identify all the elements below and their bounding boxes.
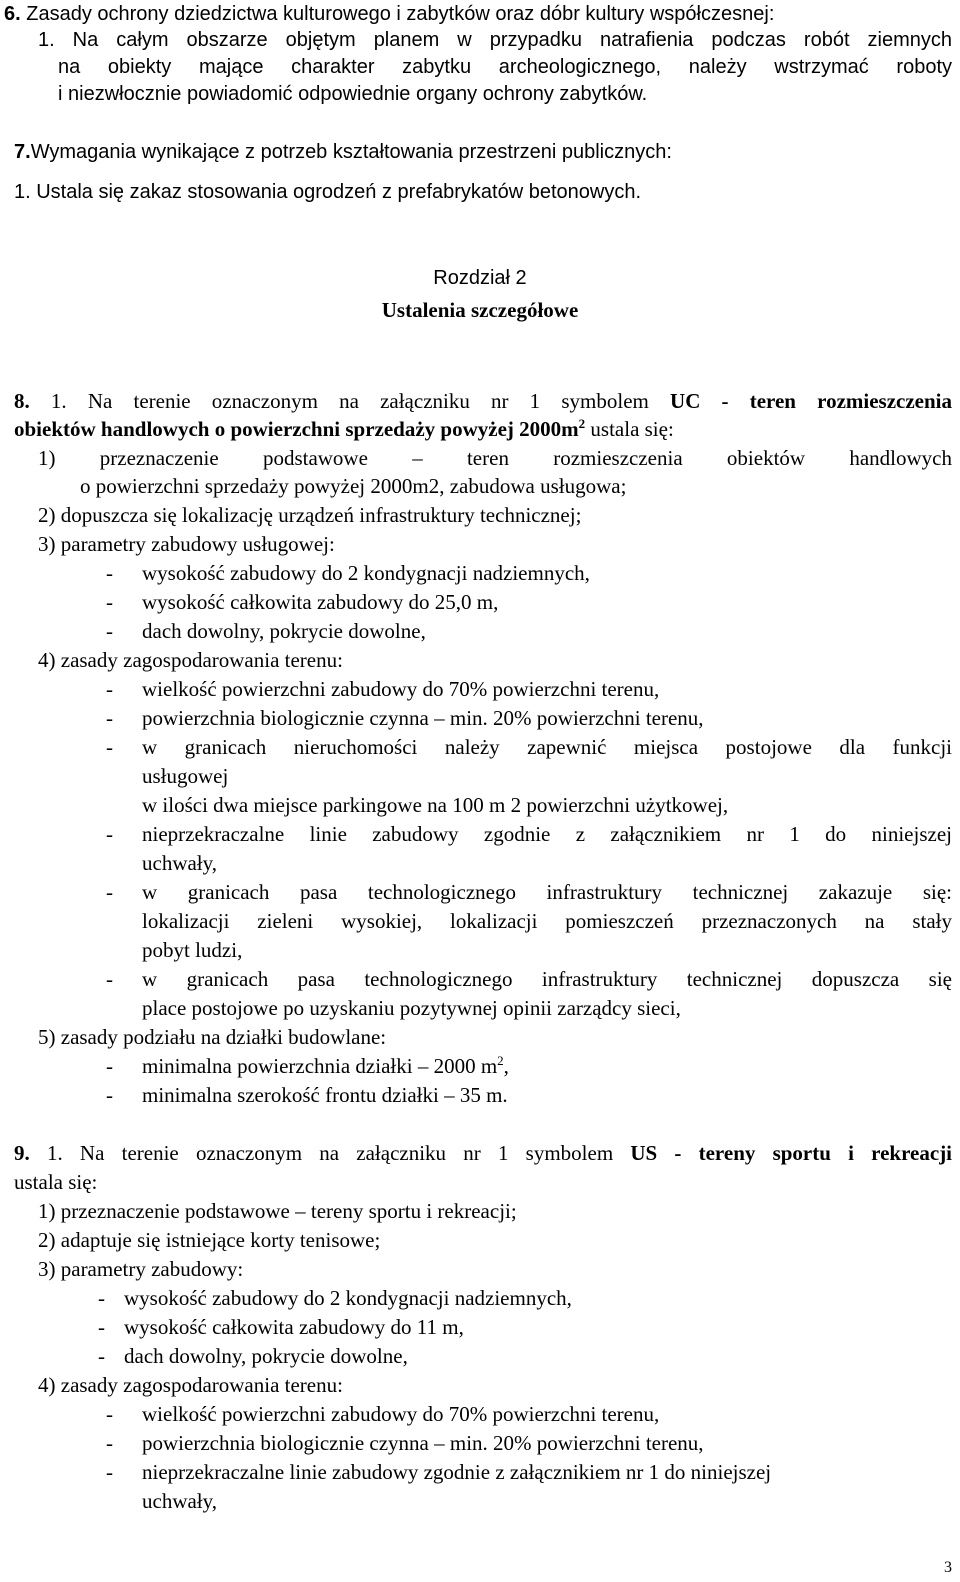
text-span: 1. Na terenie oznaczonym na załączniku nr 1 symbolem — [46, 1141, 631, 1165]
section-6-heading — [4, 4, 774, 24]
dash-item: nieprzekraczalne linie zabudowy zgodnie z załącznikiem nr 1 do niniejszej — [142, 822, 952, 846]
dash-bullet: - — [106, 1054, 113, 1078]
dash-item: powierzchnia biologicznie czynna – min. 20% powierzchni terenu, — [142, 1431, 704, 1455]
dash-bullet: - — [98, 1315, 105, 1339]
dash-item-continuation: uchwały, — [142, 1489, 218, 1513]
section-number: 7. — [14, 141, 31, 163]
dash-bullet: - — [106, 677, 113, 701]
dash-bullet: - — [106, 1431, 113, 1455]
list-item: 2) adaptuje się istniejące korty tenisowe; — [38, 1228, 381, 1252]
dash-bullet: - — [106, 590, 113, 614]
paragraph-line: ustala się: — [14, 1170, 98, 1194]
dash-bullet: - — [106, 735, 113, 759]
list-item: 4) zasady zagospodarowania terenu: — [38, 1373, 343, 1397]
zone-symbol-name: UC - teren rozmieszczenia — [670, 389, 953, 413]
dash-item: powierzchnia biologicznie czynna – min. 20% powierzchni terenu, — [142, 706, 704, 730]
zone-symbol-name: US - tereny sportu i rekreacji — [630, 1141, 953, 1165]
section-number: 8. — [14, 389, 51, 413]
section-7-heading — [14, 142, 672, 162]
dash-item: wielkość powierzchni zabudowy do 70% powierzchni terenu, — [142, 1402, 660, 1426]
dash-item: w granicach nieruchomości należy zapewnić miejsca postojowe dla funkcji — [142, 735, 952, 759]
chapter-title: Ustalenia szczegółowe — [381, 298, 579, 322]
dash-item: wielkość powierzchni zabudowy do 70% powierzchni terenu, — [142, 677, 660, 701]
section-8-second-line — [14, 415, 674, 441]
list-item: 4) zasady zagospodarowania terenu: — [38, 648, 343, 672]
section-title: Wymagania wynikające z potrzeb kształtowania przestrzeni publicznych: — [30, 141, 672, 163]
dash-bullet: - — [106, 967, 113, 991]
dash-item: w granicach pasa technologicznego infrastruktury technicznej dopuszcza się — [142, 967, 952, 991]
dash-item-continuation: place postojowe po uzyskaniu pozytywnej opinii zarządcy sieci, — [142, 996, 681, 1020]
section-number: 6. — [4, 3, 21, 25]
list-item: 3) parametry zabudowy usługowej: — [38, 532, 335, 556]
dash-bullet: - — [98, 1344, 105, 1368]
dash-item: dach dowolny, pokrycie dowolne, — [142, 619, 426, 643]
list-item: 3) parametry zabudowy: — [38, 1257, 244, 1281]
dash-bullet: - — [106, 822, 113, 846]
section-number: 9. — [14, 1141, 47, 1165]
paragraph-line: 1. Ustala się zakaz stosowania ogrodzeń z prefabrykatów betonowych. — [14, 181, 642, 203]
dash-item-continuation: pobyt ludzi, — [142, 938, 243, 962]
paragraph-line: 1. Na całym obszarze objętym planem w przypadku natrafienia podczas robót ziemnych — [38, 29, 952, 51]
dash-bullet: - — [106, 706, 113, 730]
list-item: 1) przeznaczenie podstawowe – teren rozmieszczenia obiektów handlowych — [38, 446, 952, 470]
dash-bullet: - — [106, 561, 113, 585]
paragraph-line: na obiekty mające charakter zabytku archeologicznego, należy wstrzymać roboty — [58, 56, 952, 78]
dash-bullet: - — [106, 1402, 113, 1426]
dash-item-continuation: lokalizacji zieleni wysokiej, lokalizacji pomieszczeń przeznaczonych na stały — [142, 909, 952, 933]
dash-bullet: - — [98, 1286, 105, 1310]
text-span: , — [503, 1054, 509, 1078]
section-9-first-line — [14, 1143, 952, 1164]
list-item: 5) zasady podziału na działki budowlane: — [38, 1025, 387, 1049]
dash-bullet: - — [106, 1460, 113, 1484]
dash-item-continuation: usługowej — [142, 764, 229, 788]
dash-item: wysokość całkowita zabudowy do 25,0 m, — [142, 590, 499, 614]
dash-item: nieprzekraczalne linie zabudowy zgodnie z załącznikiem nr 1 do niniejszej — [142, 1460, 772, 1484]
dash-item-continuation: w ilości dwa miejsce parkingowe na 100 m 2 powierzchni użytkowej, — [142, 793, 729, 817]
dash-bullet: - — [106, 619, 113, 643]
zone-symbol-name: obiektów handlowych o powierzchni sprzedaży powyżej 2000m — [14, 417, 579, 441]
dash-bullet: - — [106, 1083, 113, 1107]
section-8-first-line — [14, 391, 952, 412]
list-item-continuation: o powierzchni sprzedaży powyżej 2000m2, zabudowa usługowa; — [80, 474, 627, 498]
dash-item: wysokość zabudowy do 2 kondygnacji nadziemnych, — [124, 1286, 572, 1310]
list-item: 1) przeznaczenie podstawowe – tereny sportu i rekreacji; — [38, 1199, 517, 1223]
dash-item: wysokość zabudowy do 2 kondygnacji nadziemnych, — [142, 561, 590, 585]
dash-item: dach dowolny, pokrycie dowolne, — [124, 1344, 408, 1368]
page-number: 3 — [944, 1559, 952, 1576]
superscript: 2 — [497, 1052, 504, 1068]
dash-item — [142, 1052, 509, 1078]
chapter-label: Rozdział 2 — [433, 267, 527, 289]
text-span: ustala się: — [585, 417, 674, 441]
dash-item: minimalna szerokość frontu działki – 35 m. — [142, 1083, 508, 1107]
superscript: 2 — [578, 415, 586, 431]
dash-item: wysokość całkowita zabudowy do 11 m, — [124, 1315, 464, 1339]
text-span: 1. Na terenie oznaczonym na załączniku nr 1 symbolem — [50, 389, 671, 413]
paragraph-line: i niezwłocznie powiadomić odpowiednie organy ochrony zabytków. — [58, 83, 648, 105]
dash-item: w granicach pasa technologicznego infrastruktury technicznej zakazuje się: — [142, 880, 952, 904]
dash-item-continuation: uchwały, — [142, 851, 218, 875]
section-title: Zasady ochrony dziedzictwa kulturowego i zabytków oraz dóbr kultury współczesnej: — [20, 3, 775, 25]
list-item: 2) dopuszcza się lokalizację urządzeń infrastruktury technicznej; — [38, 503, 582, 527]
dash-bullet: - — [106, 880, 113, 904]
text-span: minimalna powierzchnia działki – 2000 m — [142, 1054, 498, 1078]
